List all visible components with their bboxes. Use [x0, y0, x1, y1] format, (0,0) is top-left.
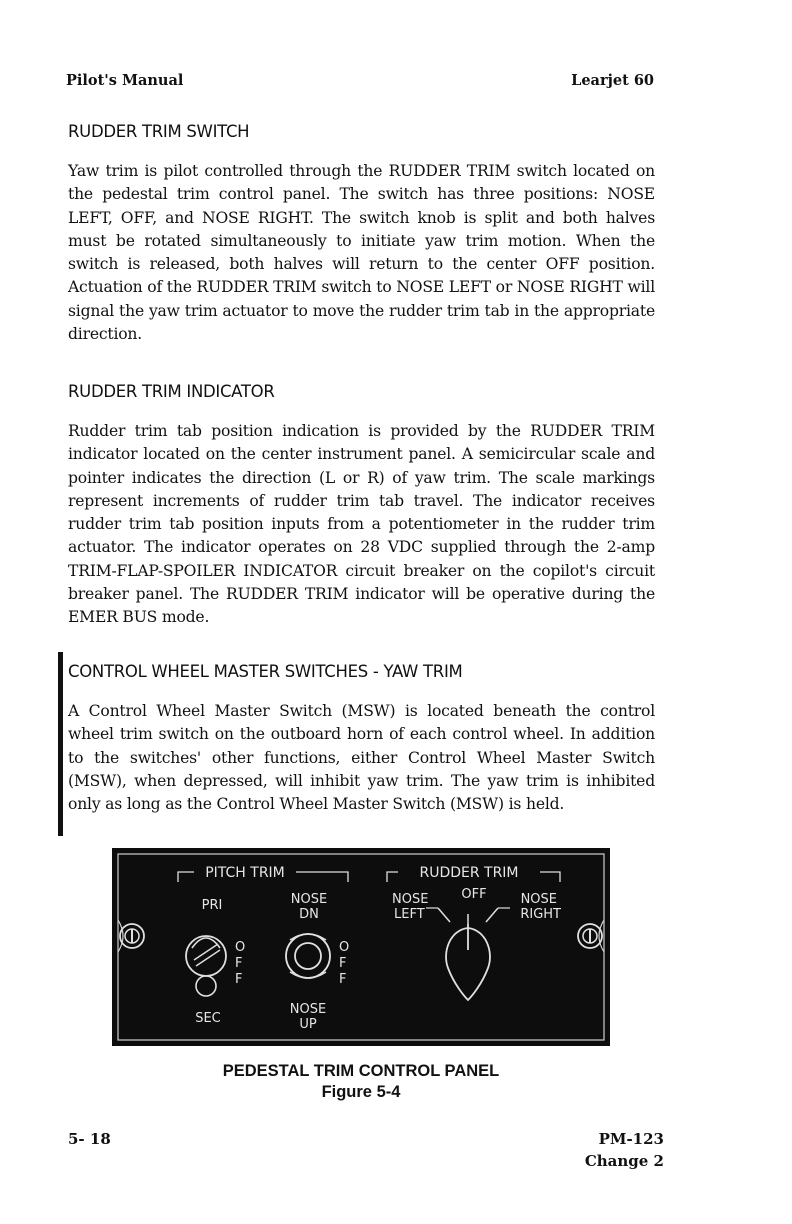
header-manual-title: Pilot's Manual [66, 72, 184, 89]
figure-caption-title: PEDESTAL TRIM CONTROL PANEL [222, 1062, 500, 1080]
pitch-off-letter-3-right: F [339, 972, 347, 987]
paragraph-control-wheel-master-switches: A Control Wheel Master Switch (MSW) is located beneath the control wheel trim switch on the outboard horn of each control wheel. In addition to the switches' other functions, either Control Wheel Master Switch (MSW), when depressed, will inhibit yaw trim. The yaw trim is inhibited only as long as the Control Wheel Master Switch (MSW) is held. [68, 702, 655, 814]
section-title-rudder-trim-indicator: RUDDER TRIM INDICATOR [68, 382, 275, 401]
figure-caption-number: Figure 5-4 [321, 1083, 401, 1101]
pitch-off-letter-1-right: O [339, 940, 350, 955]
header-aircraft: Learjet 60 [571, 72, 654, 89]
rudder-nose-left-label-1: NOSE [392, 892, 429, 907]
rudder-nose-right-label-2: RIGHT [520, 907, 561, 922]
pitch-nose-up-label-2: UP [299, 1017, 317, 1032]
pitch-off-letter-3-left: F [235, 972, 243, 987]
pitch-nose-dn-label-1: NOSE [290, 892, 328, 907]
pitch-off-letter-1-left: O [235, 940, 246, 955]
footer-change-number: Change 2 [584, 1152, 664, 1170]
pitch-nose-up-label-1: NOSE [289, 1002, 327, 1017]
section-title-rudder-trim-switch: RUDDER TRIM SWITCH [68, 122, 250, 141]
pitch-pri-label: PRI [201, 898, 223, 913]
panel-outer-frame [112, 848, 610, 1046]
footer-document-id: PM-123 [598, 1130, 664, 1148]
pitch-nose-dn-label-2: DN [299, 907, 319, 922]
pitch-trim-label: PITCH TRIM [205, 865, 285, 881]
pedestal-trim-panel-figure [112, 848, 610, 1046]
section-title-control-wheel-master-switches: CONTROL WHEEL MASTER SWITCHES - YAW TRIM [68, 662, 463, 681]
paragraph-rudder-trim-switch: Yaw trim is pilot controlled through the RUDDER TRIM switch located on the pedestal trim control panel. The switch has three positions: NOSE LEFT, OFF, and NOSE RIGHT. The switch knob is split and both halves must be rotated simultaneously to initiate yaw trim motion. When the switch is released, both halves will return to the center OFF position. Actuation of the RUDDER TRIM switch to NOSE LEFT or NOSE RIGHT will signal the yaw trim actuator to move the rudder trim tab in the appropriate direction. [68, 162, 655, 344]
pitch-sec-label: SEC [195, 1011, 221, 1026]
rudder-off-label: OFF [461, 887, 487, 902]
paragraph-rudder-trim-indicator: Rudder trim tab position indication is provided by the RUDDER TRIM indicator located on the center instrument panel. A semicircular scale and pointer indicates the direction (L or R) of yaw trim. The scale markings represent increments of rudder trim tab travel. The indicator receives rudder trim tab position inputs from a potentiometer in the rudder trim actuator. The indicator operates on 28 VDC supplied through the 2-amp TRIM-FLAP-SPOILER INDICATOR circuit breaker on the copilot's circuit breaker panel. The RUDDER TRIM indicator will be operative during the EMER BUS mode. [68, 422, 655, 627]
pitch-off-letter-2-left: F [235, 956, 243, 971]
rudder-nose-right-label-1: NOSE [520, 892, 557, 907]
footer-page-number: 5- 18 [68, 1130, 111, 1148]
pitch-off-letter-2-right: F [339, 956, 347, 971]
rudder-nose-left-label-2: LEFT [394, 907, 425, 922]
revision-change-bar [58, 652, 63, 836]
rudder-trim-label: RUDDER TRIM [419, 865, 519, 881]
